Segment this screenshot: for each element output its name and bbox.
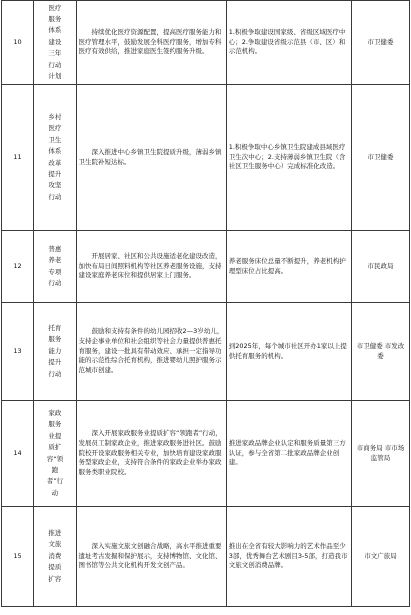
task-target: 到2025年，每个城市社区开办1家以上提供托育服务的机构。 (226, 303, 351, 401)
task-table (1, 0, 410, 607)
row-number: 11 (2, 85, 34, 231)
task-name-cell (34, 507, 76, 607)
task-target: 推进家政品牌企业认定和服务质量第三方认证，参与全省第二批家政品牌企业创建。 (226, 401, 351, 507)
row-number: 15 (2, 507, 34, 607)
task-name: 家政服务业提质扩容“领跑者”行动 (46, 409, 64, 497)
task-content: 深入推进中心乡镇卫生院提质升级，薄弱乡镇卫生院补短达标。 (76, 85, 226, 231)
task-name: 推进文旅消费提质扩容 (48, 529, 62, 583)
row-number: 13 (2, 303, 34, 401)
table-row (2, 231, 410, 303)
table-row (2, 401, 410, 507)
task-name: 医疗服务体系建设三年行动计划 (48, 3, 62, 80)
task-target: 1.积极争取建设国家级、省级区域医疗中心；2.争取建设省级示范县（市、区）和示范机构。 (226, 1, 351, 85)
task-target: 1.积极争取中心乡镇卫生院建成县域医疗卫生次中心；2.支持薄弱乡镇卫生院（含社区卫生服务中心）完成标准化改造。 (226, 85, 351, 231)
table-row (2, 85, 410, 231)
task-name-cell (34, 231, 76, 303)
responsible-dept: 市卫健委 (351, 85, 409, 231)
table-row (2, 303, 410, 401)
task-name: 普惠养老专项行动 (48, 244, 62, 287)
task-name: 乡村医疗卫生体系改革提升攻坚行动 (48, 113, 62, 201)
task-content: 深入实施文旅文创融合战略，高水平推进重要遗址考古发掘和保护展示，支持博物馆、文化馆、图书馆等公共文化机构开发文创产品。 (76, 507, 226, 607)
table-row (2, 507, 410, 607)
task-name-cell (34, 1, 76, 85)
task-name-cell (34, 401, 76, 507)
task-name-cell (34, 85, 76, 231)
task-name: 托育服务能力提升行动 (48, 324, 62, 378)
task-content: 鼓励和支持有条件的幼儿园招收2—3岁幼儿，支持企事业单位和社会组织等社会力量提供普惠托育服务，建设一批具有带动效应、承担一定指导功能的示范性综合托育机构，推进婴幼儿照护服务示范城市创建。 (76, 303, 226, 401)
task-target: 养老服务床位总量不断提升，养老机构护理型床位占比提高。 (226, 231, 351, 303)
responsible-dept: 市卫健委 市发改委 (351, 303, 409, 401)
table-row (2, 1, 410, 85)
task-target: 推出在全省有较大影响力的艺术作品至少3部，优秀舞台艺术剧目3-5部，打造我市文旅文创消费品牌。 (226, 507, 351, 607)
task-content: 持续优化医疗资源配置，提高医疗服务能力和医疗管理水平，鼓励发展全科医疗服务，增加专科医疗有效供给，推进家庭医生签约服务升级。 (76, 1, 226, 85)
responsible-dept: 市文广旅局 (351, 507, 409, 607)
row-number: 14 (2, 401, 34, 507)
responsible-dept: 市卫健委 (351, 1, 409, 85)
task-name-cell (34, 303, 76, 401)
row-number: 10 (2, 1, 34, 85)
row-number: 12 (2, 231, 34, 303)
responsible-dept: 市民政局 (351, 231, 409, 303)
task-content: 深入开展家政服务业提质扩容“领跑者”行动，发展员工制家政企业，推进家政服务进社区。鼓励院校开设家政服务相关专业，加快培育建设家政服务型家政企业，支持符合条件的家政企业举办家政服务类职业院校。 (76, 401, 226, 507)
responsible-dept: 市商务局 市市场监管局 (351, 401, 409, 507)
task-content: 开展居家、社区和公共设施适老化建设改造，加快布局日间照料机构等社区养老服务设施，支持建设家庭养老床位和提供居家上门服务。 (76, 231, 226, 303)
